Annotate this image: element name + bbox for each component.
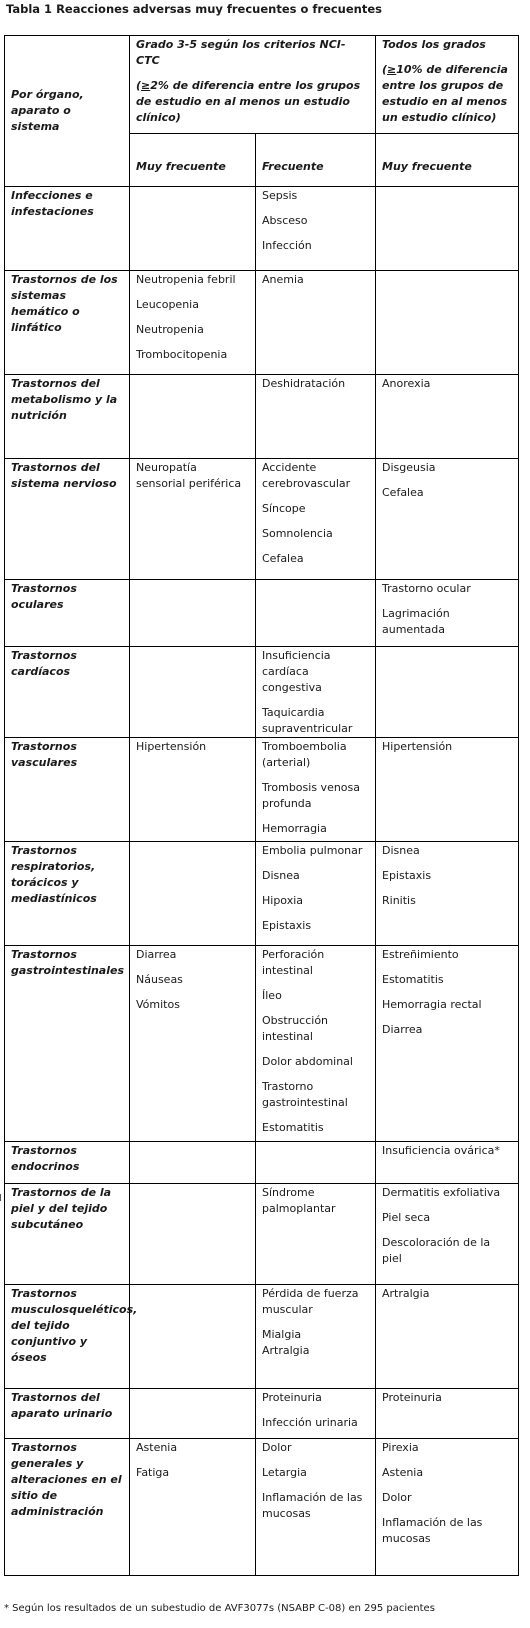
organ-cell (5, 580, 130, 647)
grade-3-5-very-frequent-cell (130, 842, 256, 946)
table-row (5, 187, 519, 271)
grade-3-5-frequent-cell (256, 1142, 376, 1184)
all-grades-very-frequent-cell (376, 842, 519, 946)
table-row (5, 1285, 519, 1389)
organ-cell (5, 187, 130, 271)
organ-cell (5, 1439, 130, 1576)
grade-3-5-frequent-cell (256, 271, 376, 375)
reaction-item: Astenia (136, 1441, 178, 1454)
all-grades-very-frequent-cell (376, 1389, 519, 1439)
reaction-item: Anemia (262, 273, 304, 286)
reaction-item: Hemorragia rectal (382, 998, 482, 1011)
reaction-item: Sepsis (262, 189, 298, 202)
reaction-item: Vómitos (136, 998, 180, 1011)
reaction-item: Dolor (262, 1441, 292, 1454)
all-grades-very-frequent-cell (376, 375, 519, 459)
table-row (5, 647, 519, 738)
grade-3-5-frequent-cell (256, 187, 376, 271)
organ-cell (5, 1389, 130, 1439)
table-row (5, 1184, 519, 1285)
organ-cell (5, 946, 130, 1142)
organ-column-label: Por órgano, aparato o sistema (11, 88, 84, 133)
organ-cell (5, 1285, 138, 1389)
reaction-item: Fatiga (136, 1466, 170, 1479)
organ-cell (5, 375, 130, 459)
grade-3-5-note: (≥2% de diferencia entre los grupos de estudio en al menos un estudio clínico) (136, 79, 361, 124)
reaction-item: Síncope (262, 502, 306, 515)
organ-label: Infecciones e infestaciones (11, 189, 94, 218)
reaction-item: Neutropenia febril (136, 273, 236, 286)
table-row (5, 842, 519, 946)
margin-mark (0, 1194, 1, 1201)
table-row (5, 459, 519, 580)
reaction-item: Obstrucción intestinal (262, 1014, 329, 1043)
organ-label: Trastornos oculares (11, 582, 77, 611)
reaction-item: Hemorragia (262, 822, 327, 835)
all-grades-very-frequent-cell (376, 647, 519, 738)
reaction-item: Hipoxia (262, 894, 304, 907)
grade-3-5-very-frequent-cell (130, 647, 256, 738)
reaction-item: Epistaxis (382, 869, 432, 882)
organ-label: Trastornos de la piel y del tejido subcutáneo (11, 1186, 112, 1231)
reaction-item: Deshidratación (262, 377, 346, 390)
reaction-item: Artralgia (382, 1287, 430, 1300)
grade-3-5-very-frequent-cell (130, 459, 256, 580)
organ-label: Trastornos endocrinos (11, 1144, 80, 1173)
reaction-item: Perforación intestinal (262, 948, 325, 977)
table-row (5, 580, 519, 647)
organ-label: Trastornos del metabolismo y la nutrición (11, 377, 118, 422)
reaction-item: Infección (262, 239, 312, 252)
reaction-item: Pirexia (382, 1441, 419, 1454)
organ-cell (5, 1142, 130, 1184)
reaction-item: Insuficiencia ovárica* (382, 1144, 500, 1157)
table-row (5, 375, 519, 459)
grade-3-5-frequent-cell (256, 1184, 376, 1285)
grade-3-5-very-frequent-cell (130, 946, 256, 1142)
table-row (5, 1439, 519, 1576)
reaction-item: Hipertensión (382, 740, 453, 753)
organ-cell (5, 459, 130, 580)
organ-cell (5, 271, 130, 375)
reaction-item: Cefalea (382, 486, 424, 499)
table-title: Tabla 1 Reacciones adversas muy frecuentes o frecuentes (6, 2, 382, 16)
organ-label: Trastornos del aparato urinario (11, 1391, 113, 1420)
reaction-item: Taquicardia supraventricular (262, 706, 353, 735)
reaction-item: Embolia pulmonar (262, 844, 363, 857)
grade-3-5-very-frequent-cell (130, 1389, 256, 1439)
grade-3-5-frequent-cell (256, 580, 376, 647)
footnote: * Según los resultados de un subestudio de AVF3077s (NSABP C-08) en 295 pacientes (4, 1603, 435, 1614)
grade-3-5-frequent-cell (256, 946, 376, 1142)
grade-3-5-very-frequent-cell (130, 1285, 256, 1389)
organ-label: Trastornos vasculares (11, 740, 78, 769)
grade-3-5-frequent-cell (256, 842, 376, 946)
reaction-item: Proteinuria (382, 1391, 442, 1404)
reaction-item: Diarrea (382, 1023, 423, 1036)
reaction-item: Cefalea (262, 552, 304, 565)
all-grades-very-frequent-cell (376, 187, 519, 271)
reaction-item: Astenia (382, 1466, 424, 1479)
subheader-frequent: Frecuente (256, 134, 376, 187)
all-grades-very-frequent-cell (376, 1184, 519, 1285)
organ-label: Trastornos respiratorios, torácicos y mediastínicos (11, 844, 97, 905)
grade-3-5-frequent-cell (256, 1439, 376, 1576)
organ-cell (5, 842, 130, 946)
reaction-item: Disnea (382, 844, 420, 857)
table-row (5, 738, 519, 842)
reaction-item: Tromboembolia (arterial) (262, 740, 347, 769)
reaction-item: Inflamación de las mucosas (382, 1516, 483, 1545)
organ-label: Trastornos generales y alteraciones en el sitio de administración (11, 1441, 122, 1518)
grade-3-5-frequent-cell (256, 375, 376, 459)
reaction-item: Leucopenia (136, 298, 199, 311)
organ-label: Trastornos musculosqueléticos, del tejido conjuntivo y óseos (11, 1287, 138, 1364)
grade-3-5-frequent-cell (256, 738, 376, 842)
grade-3-5-very-frequent-cell (130, 738, 256, 842)
reaction-item: Estomatitis (382, 973, 444, 986)
subheader-very-frequent-2: Muy frecuente (376, 134, 519, 187)
reaction-item: Dolor (382, 1491, 412, 1504)
all-grades-very-frequent-cell (376, 946, 519, 1142)
reaction-item: Accidente cerebrovascular (262, 461, 351, 490)
reaction-item: Disnea (262, 869, 300, 882)
all-grades-very-frequent-cell (376, 271, 519, 375)
grade-3-5-very-frequent-cell (130, 1184, 256, 1285)
adverse-reactions-table (4, 35, 519, 1576)
grade-3-5-very-frequent-cell (130, 271, 256, 375)
table-row (5, 271, 519, 375)
organ-label: Trastornos gastrointestinales (11, 948, 125, 977)
reaction-item: Pérdida de fuerza muscular (262, 1287, 359, 1316)
organ-cell (5, 647, 130, 738)
reaction-item: Trastorno ocular (382, 582, 471, 595)
organ-label: Trastornos de los sistemas hemático o linfático (11, 273, 118, 334)
all-grades-very-frequent-cell (376, 459, 519, 580)
reaction-item: Estreñimiento (382, 948, 459, 961)
reaction-item: Inflamación de las mucosas (262, 1491, 363, 1520)
table-row (5, 1389, 519, 1439)
grade-3-5-frequent-cell (256, 1389, 376, 1439)
grade-3-5-header (130, 36, 376, 134)
grade-3-5-very-frequent-cell (130, 1142, 256, 1184)
reaction-item: Mialgia Artralgia (262, 1328, 310, 1357)
grade-3-5-very-frequent-cell (130, 1439, 256, 1576)
table-row (5, 946, 519, 1142)
reaction-item: Diarrea (136, 948, 177, 961)
organ-label: Trastornos cardíacos (11, 649, 77, 678)
subheader-very-frequent-1: Muy frecuente (130, 134, 256, 187)
reaction-item: Absceso (262, 214, 308, 227)
grade-3-5-very-frequent-cell (130, 187, 256, 271)
reaction-item: Lagrimación aumentada (382, 607, 450, 636)
organ-label: Trastornos del sistema nervioso (11, 461, 117, 490)
reaction-item: Descoloración de la piel (382, 1236, 491, 1265)
header-row-1 (5, 36, 519, 134)
reaction-item: Dolor abdominal (262, 1055, 353, 1068)
reaction-item: Rinitis (382, 894, 416, 907)
reaction-item: Dermatitis exfoliativa (382, 1186, 501, 1199)
grade-3-5-title: Grado 3-5 según los criterios NCI-CTC (136, 38, 346, 67)
table-row (5, 1142, 519, 1184)
grade-3-5-frequent-cell (256, 459, 376, 580)
grade-3-5-very-frequent-cell (130, 580, 256, 647)
reaction-item: Neuropatía sensorial periférica (136, 461, 242, 490)
all-grades-very-frequent-cell (376, 1285, 519, 1389)
reaction-item: Hipertensión (136, 740, 207, 753)
reaction-item: Trombosis venosa profunda (262, 781, 361, 810)
all-grades-very-frequent-cell (376, 1142, 519, 1184)
reaction-item: Trombocitopenia (136, 348, 228, 361)
reaction-item: Proteinuria (262, 1391, 322, 1404)
reaction-item: Trastorno gastrointestinal (262, 1080, 348, 1109)
organ-cell (5, 1184, 130, 1285)
reaction-item: Piel seca (382, 1211, 431, 1224)
organ-cell (5, 738, 130, 842)
reaction-item: Neutropenia (136, 323, 204, 336)
organ-column-header (5, 36, 130, 187)
all-grades-title: Todos los grados (382, 38, 486, 51)
grade-3-5-frequent-cell (256, 647, 376, 738)
reaction-item: Síndrome palmoplantar (262, 1186, 336, 1215)
reaction-item: Náuseas (136, 973, 183, 986)
reaction-item: Estomatitis (262, 1121, 324, 1134)
grade-3-5-very-frequent-cell (130, 375, 256, 459)
reaction-item: Somnolencia (262, 527, 333, 540)
reaction-item: Anorexia (382, 377, 431, 390)
all-grades-very-frequent-cell (376, 1439, 519, 1576)
reaction-item: Infección urinaria (262, 1416, 358, 1429)
reaction-item: Epistaxis (262, 919, 312, 932)
all-grades-note: (≥10% de diferencia entre los grupos de estudio en al menos un estudio clínico) (382, 63, 508, 124)
reaction-item: Letargia (262, 1466, 307, 1479)
grade-3-5-frequent-cell (256, 1285, 376, 1389)
reaction-item: Insuficiencia cardíaca congestiva (262, 649, 331, 694)
all-grades-very-frequent-cell (376, 580, 519, 647)
reaction-item: Íleo (262, 989, 282, 1002)
reaction-item: Disgeusia (382, 461, 436, 474)
all-grades-header (376, 36, 519, 134)
all-grades-very-frequent-cell (376, 738, 519, 842)
